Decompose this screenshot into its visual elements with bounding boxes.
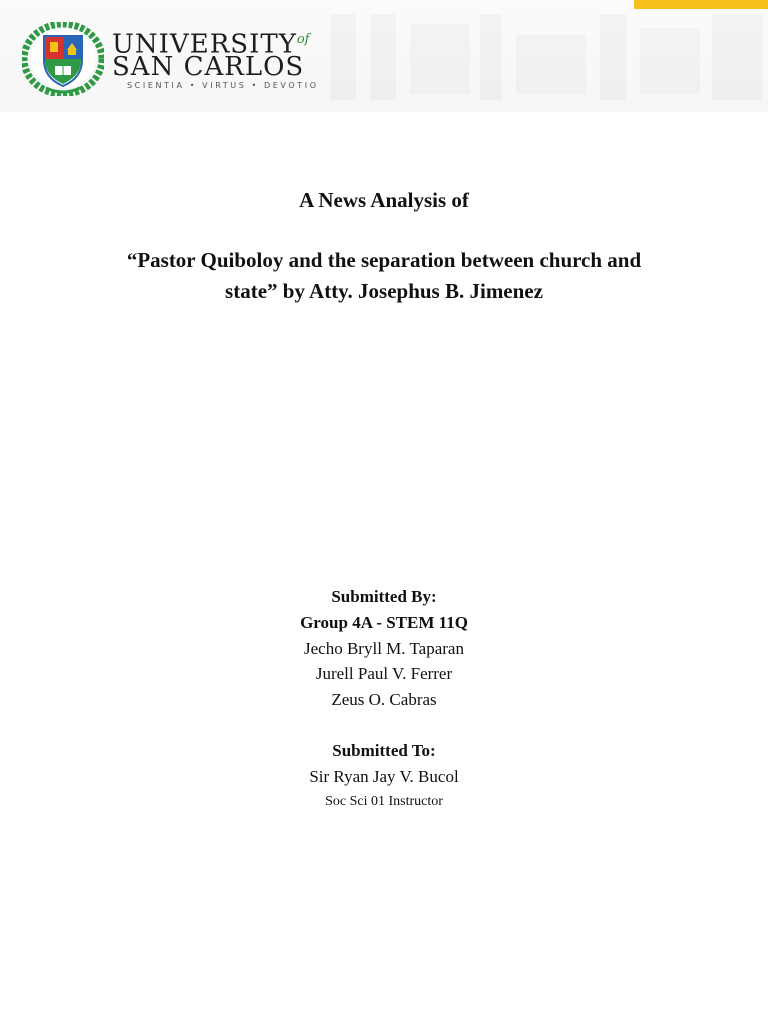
submitted-to-heading: Submitted To:: [332, 741, 436, 760]
group-name: Group 4A - STEM 11Q: [300, 613, 468, 632]
university-seal-icon: [22, 22, 104, 96]
header-watermark: [330, 4, 768, 108]
title-heading: A News Analysis of: [299, 188, 469, 212]
article-title-line1: “Pastor Quiboloy and the separation between church and: [126, 248, 642, 272]
submitted-by-heading: Submitted By:: [331, 587, 437, 606]
article-title: [0, 245, 768, 307]
member-name: Jurell Paul V. Ferrer: [315, 664, 453, 683]
instructor-role: Soc Sci 01 Instructor: [325, 794, 443, 809]
accent-bar: [634, 0, 768, 9]
logo-tagline: SCIENTIA • VIRTUS • DEVOTIO: [127, 81, 319, 90]
instructor-name: Sir Ryan Jay V. Bucol: [309, 767, 459, 786]
member-name: Zeus O. Cabras: [331, 690, 437, 709]
logo-text-line1: $UNIVERSITY^{of}$: [112, 29, 310, 60]
logo-text-line2: SAN CARLOS: [112, 52, 305, 82]
logo-of-text: of: [296, 32, 310, 47]
university-logo: [22, 22, 332, 96]
article-title-line2: state” by Atty. Josephus B. Jimenez: [225, 279, 543, 303]
member-name: Jecho Bryll M. Taparan: [304, 639, 464, 658]
